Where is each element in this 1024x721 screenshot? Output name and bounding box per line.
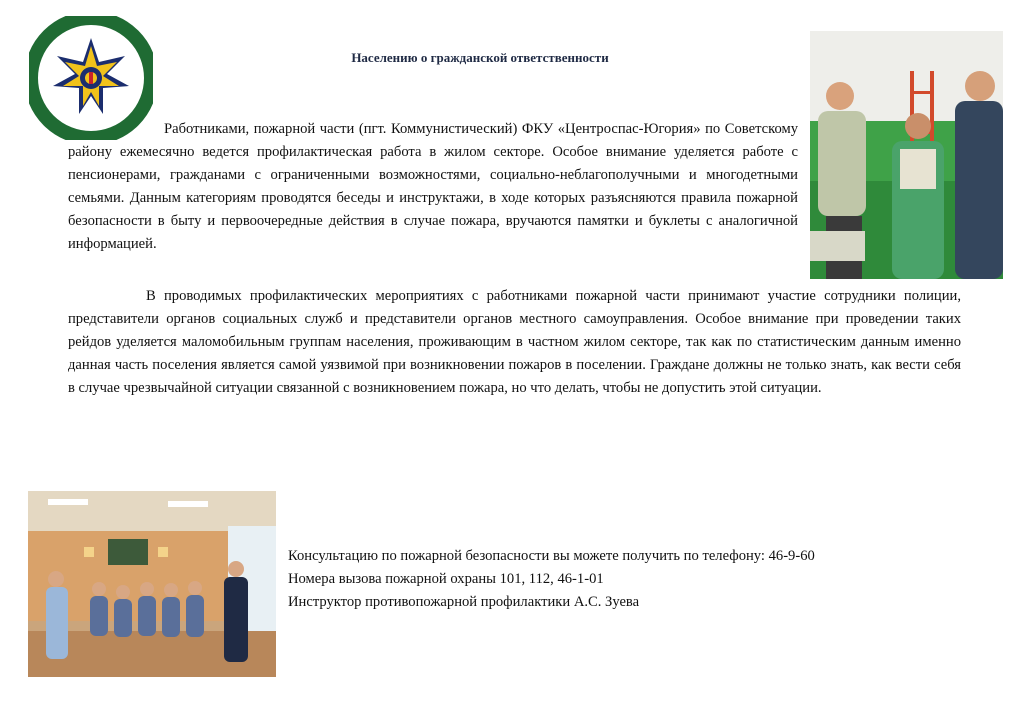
meeting-photo-top: [810, 31, 1003, 279]
emergency-numbers-line: Номера вызова пожарной охраны 101, 112, 46-1-01: [288, 571, 604, 587]
paragraph-1: Работниками, пожарной части (пгт. Коммунистический) ФКУ «Центроспас-Югория» по Советскому району ежемесячно ведется профилактическая работа в жилом секторе. Особое внимание уделяется работе с пенсионерами, гражданами с ограниченными возможностями, социально-неблагополучными и многодетными семьями. Данным категориям проводятся беседы и инструктажи, в ходе которых разъясняются правила пожарной безопасности в быту и первоочередные действия в случае пожара, вручаются памятки и буклеты с аналогичной информацией.: [68, 121, 798, 252]
contact-info: [288, 545, 988, 614]
consultation-phone-line: Консультацию по пожарной безопасности вы можете получить по телефону: 46-9-60: [288, 548, 815, 564]
page-title: Населению о гражданской ответственности: [351, 50, 609, 65]
meeting-photo-bottom: [28, 491, 276, 677]
paragraph-2: В проводимых профилактических мероприятиях с работниками пожарной части принимают участие сотрудники полиции, представители органов социальных служб и представители органов местного самоуправления. Особое внимание при проведении таких рейдов уделяется маломобильным группам населения, проживающим в частном жилом секторе, так как по статистическим данным именно данная часть поселения является самой уязвимой при возникновении пожаров в поселении. Граждане должны не только знать, как вести себя в случае чрезвычайной ситуации связанной с возникновением пожара, но что делать, чтобы не допустить этой ситуации.: [68, 288, 961, 396]
instructor-line: Инструктор противопожарной профилактики А.С. Зуева: [288, 594, 640, 610]
